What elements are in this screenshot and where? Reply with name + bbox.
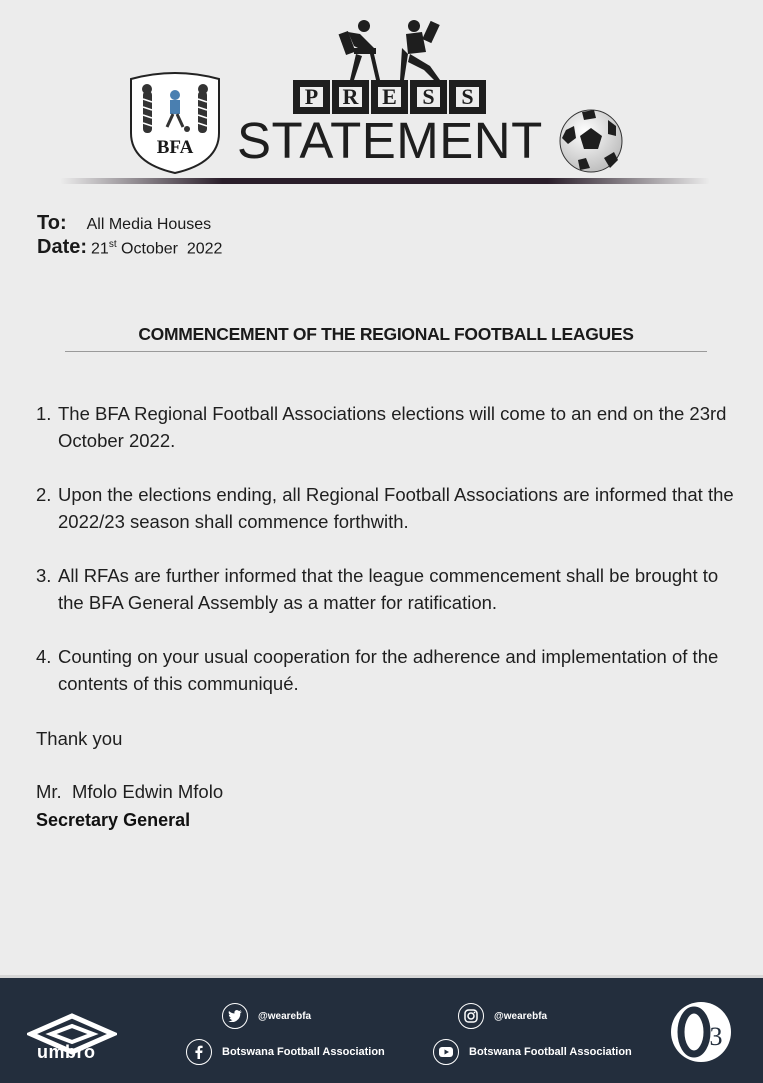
facebook-link[interactable]: [186, 1039, 385, 1065]
header-divider: [60, 178, 710, 184]
youtube-icon: [433, 1039, 459, 1065]
statement-heading: STATEMENT: [237, 112, 543, 169]
list-item: [36, 562, 748, 616]
to-label: To:: [37, 212, 67, 234]
item-text: All RFAs are further informed that the league commencement shall be brought to the BFA General Assembly as a matter for ratification.: [58, 565, 719, 613]
item-number: 2.: [36, 484, 52, 505]
date-rest: October 2022: [121, 240, 223, 257]
instagram-link[interactable]: [458, 1003, 547, 1029]
item-text: Counting on your usual cooperation for the adherence and implementation of the contents of this communiqué.: [58, 646, 719, 694]
press-letter: E: [376, 85, 403, 109]
to-value: All Media Houses: [86, 216, 212, 233]
press-letter: S: [454, 85, 481, 109]
closing-text: Thank you: [36, 728, 123, 749]
signer-title: Secretary General: [36, 810, 191, 830]
statement-body: [36, 400, 748, 724]
list-item: [36, 481, 748, 535]
footer-bar: [0, 975, 763, 1083]
twitter-link[interactable]: [222, 1003, 311, 1029]
item-text: Upon the elections ending, all Regional Football Associations are informed that the 2022/23 season shall commence forthwith.: [58, 484, 734, 532]
item-number: 1.: [36, 403, 52, 424]
bfa-crest-icon: [127, 71, 223, 175]
youtube-name: Botswana Football Association: [469, 1046, 632, 1058]
letterhead: [0, 0, 763, 190]
readers-silhouette-icon: [330, 18, 450, 82]
instagram-handle: @wearebfa: [494, 1010, 548, 1022]
twitter-icon: [222, 1003, 248, 1029]
date-suffix: st: [108, 238, 117, 250]
signer-name: Mr. Mfolo Edwin Mfolo: [36, 781, 224, 802]
subject-heading: COMMENCEMENT OF THE REGIONAL FOOTBALL LEAGUES: [65, 324, 707, 352]
date-value: [91, 239, 222, 258]
twitter-handle: @wearebfa: [258, 1010, 312, 1022]
item-number: 4.: [36, 646, 52, 667]
item-number: 3.: [36, 565, 52, 586]
address-block: [37, 212, 222, 260]
svg-text:3: 3: [709, 1022, 723, 1051]
date-day: 21: [91, 240, 109, 257]
date-label: Date:: [37, 236, 88, 258]
youtube-link[interactable]: [433, 1039, 632, 1065]
facebook-icon: [186, 1039, 212, 1065]
press-letter: R: [337, 85, 364, 109]
soccer-ball-icon: [558, 108, 624, 174]
press-letter: P: [298, 85, 325, 109]
list-item: [36, 643, 748, 697]
item-text: The BFA Regional Football Associations elections will come to an end on the 23rd October 2022.: [58, 403, 727, 451]
umbro-wordmark: umbro: [37, 1042, 96, 1062]
instagram-icon: [458, 1003, 484, 1029]
press-banner: [293, 80, 486, 114]
press-letter: S: [415, 85, 442, 109]
facebook-name: Botswana Football Association: [222, 1046, 385, 1058]
list-item: [36, 400, 748, 454]
svg-text:BFA: BFA: [156, 137, 194, 158]
o3-logo-icon: [670, 1001, 732, 1063]
